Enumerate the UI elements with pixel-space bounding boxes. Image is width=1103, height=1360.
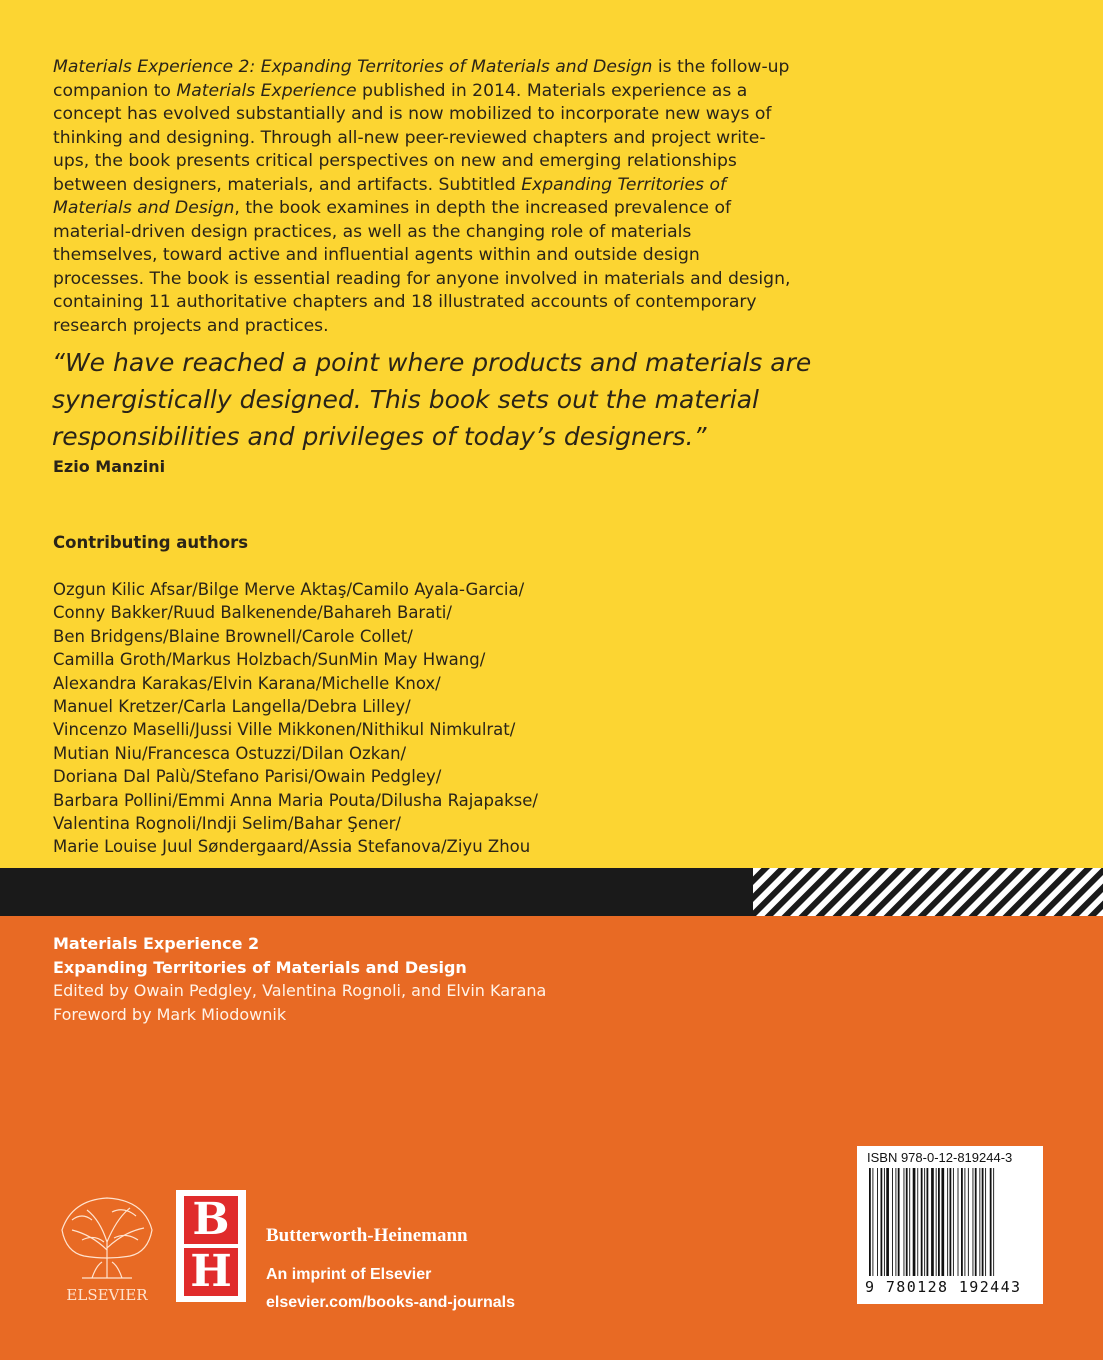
barcode-bars xyxy=(869,1168,1035,1276)
diagonal-stripes-pattern xyxy=(753,868,1103,916)
description-text: is the follow-up companion to xyxy=(53,57,790,101)
contributors-heading: Contributing authors xyxy=(53,533,249,552)
description-text: , the book examines in depth the increased prevalence of material-driven design practices, as well as the changing role of materials themselves, toward active and influential agents within and outside design processes. The book is essential reading for anyone involved in materials and design, containing 11 authoritative chapters and 18 illustrated accounts of contemporary research projects and practices. xyxy=(53,198,791,336)
book-title: Materials Experience 2 xyxy=(53,934,260,953)
contributor-line: Camilla Groth/Markus Holzbach/SunMin May Hwang/ xyxy=(53,650,486,670)
elsevier-wordmark: ELSEVIER xyxy=(66,1286,148,1304)
publisher-imprint: An imprint of Elsevier xyxy=(266,1266,432,1283)
contributor-line: Marie Louise Juul Søndergaard/Assia Stefanova/Ziyu Zhou xyxy=(53,837,531,857)
book-editors: Edited by Owain Pedgley, Valentina Rognoli, and Elvin Karana xyxy=(53,981,547,1000)
bh-logo-b: B xyxy=(184,1196,238,1244)
contributor-line: Conny Bakker/Ruud Balkenende/Bahareh Barati/ xyxy=(53,603,452,623)
description-title-prev: Materials Experience xyxy=(176,80,357,101)
contributor-line: Barbara Pollini/Emmi Anna Maria Pouta/Dilusha Rajapakse/ xyxy=(53,790,538,810)
elsevier-logo xyxy=(52,1190,162,1305)
contributor-line: Vincenzo Maselli/Jussi Ville Mikkonen/Nithikul Nimkulrat/ xyxy=(53,720,516,740)
quote-author: Ezio Manzini xyxy=(53,457,166,476)
barcode-digits: 9 780128 192443 xyxy=(865,1278,1022,1296)
contributors-list xyxy=(53,578,538,859)
book-subtitle: Expanding Territories of Materials and Design xyxy=(53,957,467,977)
endorsement-quote: “We have reached a point where products and materials are synergistically designed. This book sets out the material responsibilities and privileges of today’s designers.” xyxy=(52,348,812,451)
publisher-info xyxy=(266,1225,515,1317)
contributor-line: Ben Bridgens/Blaine Brownell/Carole Collet/ xyxy=(53,626,413,646)
contributor-line: Valentina Rognoli/Indji Selim/Bahar Şener/ xyxy=(53,814,401,834)
book-description xyxy=(53,56,793,338)
bh-logo-h: H xyxy=(184,1248,238,1296)
bh-logo xyxy=(176,1190,246,1302)
contributor-line: Ozgun Kilic Afsar/Bilge Merve Aktaş/Camilo Ayala-Garcia/ xyxy=(53,580,525,599)
publisher-name: Butterworth-Heinemann xyxy=(266,1225,468,1246)
contributor-line: Mutian Niu/Francesca Ostuzzi/Dilan Ozkan/ xyxy=(53,743,407,763)
contributor-line: Manuel Kretzer/Carla Langella/Debra Lilley/ xyxy=(53,697,411,717)
book-info xyxy=(53,932,546,1026)
contributor-line: Doriana Dal Palù/Stefano Parisi/Owain Pedgley/ xyxy=(53,767,442,787)
contributor-line: Alexandra Karakas/Elvin Karana/Michelle Knox/ xyxy=(53,673,441,693)
isbn-label: ISBN 978-0-12-819244-3 xyxy=(867,1150,1013,1165)
publisher-url: elsevier.com/books-and-journals xyxy=(266,1294,515,1311)
book-foreword: Foreword by Mark Miodownik xyxy=(53,1004,287,1024)
description-subtitle: Expanding Territories of Materials and Design xyxy=(53,174,727,218)
isbn-barcode xyxy=(857,1146,1043,1304)
description-text: published in 2014. Materials experience as a concept has evolved substantially and is now mobilized to incorporate new ways of thinking and designing. Through all-new peer-reviewed chapters and project write-ups, the book presents critical perspectives on new and emerging relationships between designers, materials, and artifacts. Subtitled xyxy=(53,80,772,195)
description-title: Materials Experience 2: Expanding Territories of Materials and Design xyxy=(53,57,653,77)
